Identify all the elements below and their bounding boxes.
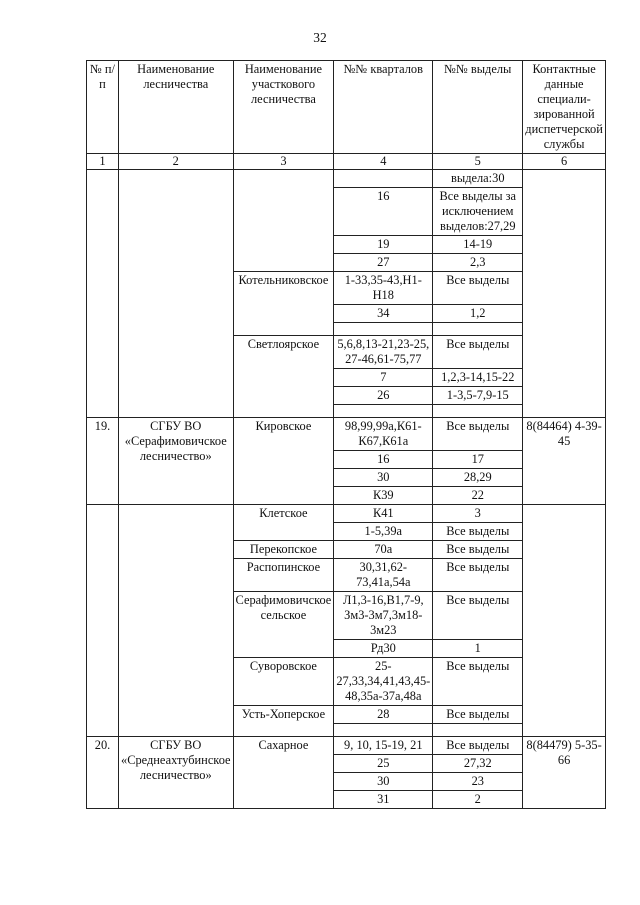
quarter-numbers: 9, 10, 15-19, 21 [334, 737, 433, 755]
quarter-numbers: 7 [334, 369, 433, 387]
row-number [87, 505, 119, 737]
quarter-numbers: 19 [334, 236, 433, 254]
column-number: 3 [233, 154, 334, 170]
table-row [87, 505, 606, 523]
column-number: 5 [433, 154, 523, 170]
forestry-name: СГБУ ВО «Серафимовичское лесничество» [119, 418, 234, 505]
column-number: 4 [334, 154, 433, 170]
allotment-numbers: 2,3 [433, 254, 523, 272]
quarter-numbers: К41 [334, 505, 433, 523]
forestry-table [86, 60, 606, 809]
district-name: Серафимовичское сельское [233, 592, 334, 658]
district-name: Усть-Хоперское [233, 706, 334, 737]
quarter-numbers: 30,31,62-73,41а,54а [334, 559, 433, 592]
allotment-numbers: 1-3,5-7,9-15 [433, 387, 523, 405]
allotment-numbers [433, 724, 523, 737]
contact-info [523, 170, 606, 418]
district-name: Сахарное [233, 737, 334, 809]
allotment-numbers: 28,29 [433, 469, 523, 487]
table-header-row [87, 61, 606, 154]
row-number: 20. [87, 737, 119, 809]
column-header: Контактные данные специали-зированной диспетчерской службы [523, 61, 606, 154]
column-number: 1 [87, 154, 119, 170]
district-name: Светлоярское [233, 336, 334, 418]
allotment-numbers: Все выделы [433, 523, 523, 541]
allotment-numbers: Все выделы за исключением выделов:27,29 [433, 188, 523, 236]
allotment-numbers: 1,2 [433, 305, 523, 323]
allotment-numbers: Все выделы [433, 658, 523, 706]
table-row [87, 418, 606, 451]
allotment-numbers: Все выделы [433, 272, 523, 305]
quarter-numbers: 70а [334, 541, 433, 559]
quarter-numbers [334, 170, 433, 188]
allotment-numbers: выдела:30 [433, 170, 523, 188]
allotment-numbers: Все выделы [433, 737, 523, 755]
quarter-numbers: 28 [334, 706, 433, 724]
quarter-numbers: 1-33,35-43,Н1-Н18 [334, 272, 433, 305]
allotment-numbers: 1 [433, 640, 523, 658]
quarter-numbers [334, 724, 433, 737]
column-header: №№ кварталов [334, 61, 433, 154]
column-header: Наименование лесничества [119, 61, 234, 154]
district-name: Перекопское [233, 541, 334, 559]
quarter-numbers: 30 [334, 773, 433, 791]
quarter-numbers: 26 [334, 387, 433, 405]
quarter-numbers: 98,99,99а,К61-К67,К61а [334, 418, 433, 451]
allotment-numbers: 3 [433, 505, 523, 523]
allotment-numbers: 23 [433, 773, 523, 791]
quarter-numbers: 25 [334, 755, 433, 773]
allotment-numbers: 22 [433, 487, 523, 505]
quarter-numbers: 27 [334, 254, 433, 272]
quarter-numbers: Л1,3-16,В1,7-9, Зм3-3м7,3м18-3м23 [334, 592, 433, 640]
column-header: Наименование участкового лесничества [233, 61, 334, 154]
allotment-numbers [433, 323, 523, 336]
table-row [87, 737, 606, 755]
page-number: 32 [313, 30, 327, 45]
district-name: Кировское [233, 418, 334, 505]
quarter-numbers: 16 [334, 451, 433, 469]
allotment-numbers [433, 405, 523, 418]
allotment-numbers: Все выделы [433, 418, 523, 451]
forestry-name: СГБУ ВО «Среднеахтубинское лесничество» [119, 737, 234, 809]
column-header: №№ выделы [433, 61, 523, 154]
column-number: 6 [523, 154, 606, 170]
quarter-numbers: 25-27,33,34,41,43,45-48,35а-37а,48а [334, 658, 433, 706]
quarter-numbers [334, 323, 433, 336]
quarter-numbers: 34 [334, 305, 433, 323]
column-header: № п/п [87, 61, 119, 154]
district-name: Суворовское [233, 658, 334, 706]
allotment-numbers: Все выделы [433, 706, 523, 724]
district-name [233, 170, 334, 272]
allotment-numbers: Все выделы [433, 336, 523, 369]
table-row [87, 170, 606, 188]
allotment-numbers: Все выделы [433, 592, 523, 640]
allotment-numbers: 2 [433, 791, 523, 809]
allotment-numbers: Все выделы [433, 541, 523, 559]
allotment-numbers: 17 [433, 451, 523, 469]
contact-info [523, 505, 606, 737]
district-name: Распопинское [233, 559, 334, 592]
quarter-numbers: 31 [334, 791, 433, 809]
contact-info: 8(84464) 4-39-45 [523, 418, 606, 505]
allotment-numbers: 14-19 [433, 236, 523, 254]
quarter-numbers: 5,6,8,13-21,23-25, 27-46,61-75,77 [334, 336, 433, 369]
allotment-numbers: 1,2,3-14,15-22 [433, 369, 523, 387]
allotment-numbers: 27,32 [433, 755, 523, 773]
forestry-name [119, 505, 234, 737]
district-name: Клетское [233, 505, 334, 541]
quarter-numbers: 16 [334, 188, 433, 236]
quarter-numbers: Рд30 [334, 640, 433, 658]
district-name: Котельниковское [233, 272, 334, 336]
allotment-numbers: Все выделы [433, 559, 523, 592]
row-number: 19. [87, 418, 119, 505]
column-number-row [87, 154, 606, 170]
row-number [87, 170, 119, 418]
column-number: 2 [119, 154, 234, 170]
quarter-numbers: 1-5,39а [334, 523, 433, 541]
quarter-numbers: К39 [334, 487, 433, 505]
contact-info: 8(84479) 5-35-66 [523, 737, 606, 809]
quarter-numbers: 30 [334, 469, 433, 487]
forestry-name [119, 170, 234, 418]
quarter-numbers [334, 405, 433, 418]
